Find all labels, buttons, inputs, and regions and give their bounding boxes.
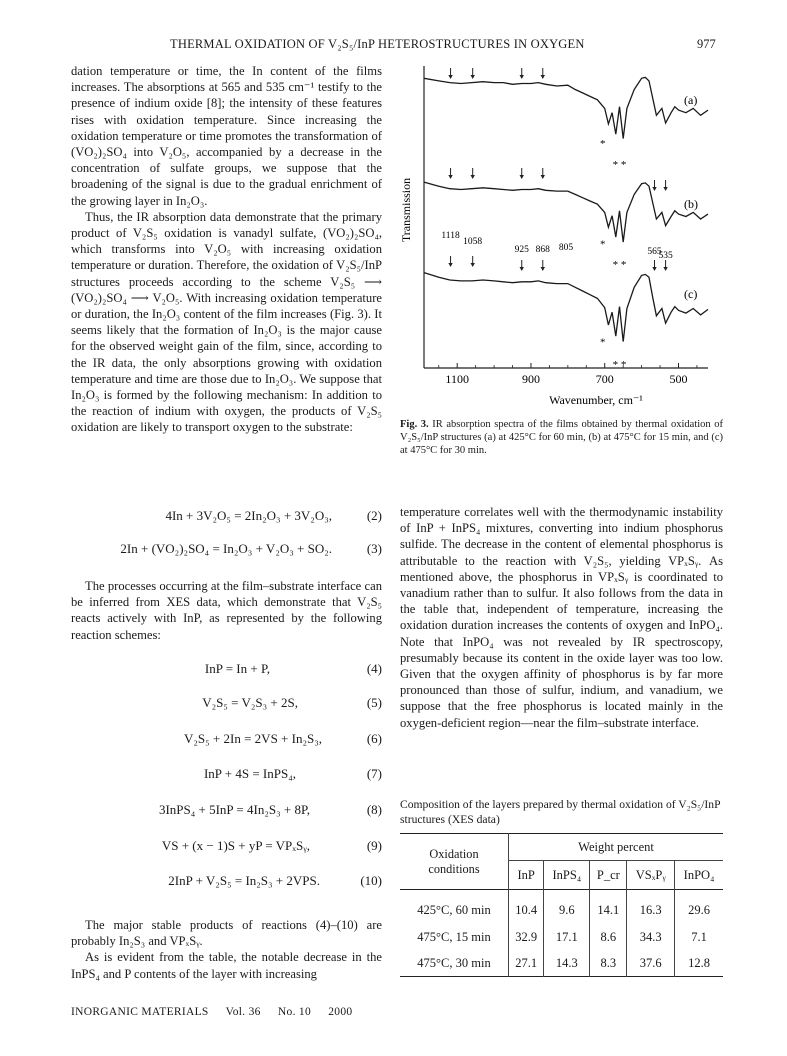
equation-2-number: (2) xyxy=(366,508,382,523)
left-paragraph-4: The major stable products of reactions (4)–(10) are probably In₂S₃ and VPₓSᵧ. xyxy=(71,918,382,949)
left-paragraph-3: The processes occurring at the film–substrate interface can be inferred from XES data, which demonstrate that V₂S₅ reacts actively with InP, as represented by the following reaction schemes: xyxy=(71,579,382,642)
equation-4-number: (4) xyxy=(366,661,382,676)
peak-label: 925 xyxy=(514,245,529,255)
table-row xyxy=(400,890,723,925)
left-column xyxy=(71,63,382,436)
peak-label: 535 xyxy=(658,251,673,261)
arrow-marker-a-head xyxy=(520,75,524,79)
equation-6-number: (6) xyxy=(366,731,382,746)
arrow-marker-c-head xyxy=(470,263,474,267)
x-tick-label: 900 xyxy=(521,372,540,386)
figure-3 xyxy=(400,60,723,410)
series-line-2 xyxy=(424,182,708,242)
table-cell: 32.9 xyxy=(509,924,544,950)
equation-5 xyxy=(71,695,382,713)
table-cell: 8.6 xyxy=(590,924,627,950)
equation-7 xyxy=(71,766,382,784)
equation-9-expr: VS + (x − 1)S + yP = VPₓSᵧ, xyxy=(161,838,310,853)
y-axis-label: Transmission xyxy=(400,177,413,243)
arrow-marker-b-head xyxy=(470,175,474,179)
equation-10 xyxy=(71,873,382,891)
x-tick-label: 500 xyxy=(669,372,688,386)
equation-10-number: (10) xyxy=(360,873,382,888)
equation-8-expr: 3InPS₄ + 5InP = 4In₂S₃ + 8P, xyxy=(158,802,310,817)
table-col-inpo4: InPO₄ xyxy=(675,861,723,890)
left-paragraph-5: As is evident from the table, the notable decrease in the InPS₄ and P contents of the layer with increasing xyxy=(71,950,382,981)
table-cell-condition: 475°C, 15 min xyxy=(417,929,491,944)
left-paragraph-4-5-block xyxy=(71,917,382,982)
equation-7-expr: InP + 4S = InPS₄, xyxy=(203,766,296,781)
equation-8 xyxy=(71,802,382,820)
table-col-inps4: InPS₄ xyxy=(544,861,590,890)
equation-3-expr: 2In + (VO₂)₂SO₄ = In₂O₃ + V₂O₃ + SO₂. xyxy=(120,541,332,556)
arrow-marker-c-head xyxy=(541,267,545,271)
arrow-marker-c-head xyxy=(448,263,452,267)
equation-4 xyxy=(71,661,382,679)
arrow-marker-a-head xyxy=(470,75,474,79)
asterisk-marker: * xyxy=(599,137,606,150)
equation-8-number: (8) xyxy=(366,802,382,817)
table-col-inp: InP xyxy=(509,861,544,890)
peak-label: 1058 xyxy=(463,237,483,247)
footer-volume: Vol. 36 xyxy=(225,1006,261,1018)
arrow-marker-b-head xyxy=(663,187,667,191)
table-cell: 8.3 xyxy=(590,950,627,977)
table-col-vsxpy: VSₓPᵧ xyxy=(627,861,675,890)
asterisk-marker: * xyxy=(599,238,606,251)
figure-caption-label: Fig. 3. xyxy=(400,419,429,430)
footer-year: 2000 xyxy=(328,1006,353,1018)
peak-label: 565 xyxy=(647,247,662,257)
peak-label: 805 xyxy=(558,243,574,253)
composition-table xyxy=(400,833,723,977)
footer xyxy=(71,1006,366,1018)
equation-9 xyxy=(71,838,382,856)
table-group-header: Weight percent xyxy=(509,834,724,861)
equation-4-expr: InP = In + P, xyxy=(204,661,270,676)
page-number: 977 xyxy=(697,37,716,51)
footer-journal: INORGANIC MATERIALS xyxy=(71,1006,209,1018)
table-row xyxy=(400,924,723,950)
figure-caption-text: IR absorption spectra of the films obtained by thermal oxidation of V₂S₅/InP structures (a) at 425°C for 60 min, (b) at 475°C for 15 min, and (c) at 475°C for 30 min. xyxy=(400,419,723,456)
arrow-marker-b-head xyxy=(520,175,524,179)
peak-label: 868 xyxy=(535,245,550,255)
equation-6-expr: V₂S₅ + 2In = 2VS + In₂S₃, xyxy=(184,731,322,746)
series-label: (c) xyxy=(684,287,698,301)
table-cell: 27.1 xyxy=(509,950,544,977)
table-cell: 17.1 xyxy=(544,924,590,950)
arrow-marker-a-head xyxy=(448,75,452,79)
arrow-marker-c-head xyxy=(652,267,656,271)
peak-label: 1118 xyxy=(441,231,460,241)
x-tick-label: 700 xyxy=(595,372,614,386)
x-tick-label: 1100 xyxy=(445,372,469,386)
equation-2 xyxy=(71,508,382,526)
equation-2-expr: 4In + 3V₂O₅ = 2In₂O₃ + 3V₂O₃, xyxy=(165,508,332,523)
equation-3 xyxy=(71,541,382,559)
table-cell: 16.3 xyxy=(627,890,675,925)
table-cell-condition: 425°C, 60 min xyxy=(417,902,491,917)
table-cell: 9.6 xyxy=(544,890,590,925)
asterisk-marker: * xyxy=(599,336,606,349)
table-cell: 34.3 xyxy=(627,924,675,950)
table-header-row-1 xyxy=(400,834,723,861)
table-cell: 37.6 xyxy=(627,950,675,977)
table-row xyxy=(400,950,723,977)
series-line-1 xyxy=(424,77,708,138)
table-cell: 12.8 xyxy=(675,950,723,977)
ir-spectra-chart xyxy=(400,60,723,410)
arrow-marker-c-head xyxy=(663,267,667,271)
asterisk-marker: * * xyxy=(612,259,627,271)
left-paragraph-1: dation temperature or time, the In content of the films increases. The absorptions at 565 and 535 cm⁻¹ testify to the presence of indium oxide [8]; the intensity of these features rises with oxidation temperature. Since increasing the oxidation temperature or time promotes the transformation of (VO₂)₂SO₄ into V₂O₅, accompanied by a decrease in the concentration of sulfate groups, we suppose that the broadening of the signal is due to the gradual enrichment of the growing layer in In₂O₃. xyxy=(71,64,382,208)
x-axis-label: Wavenumber, cm⁻¹ xyxy=(549,393,643,407)
equation-6 xyxy=(71,731,382,749)
footer-number: No. 10 xyxy=(277,1006,312,1018)
equation-5-number: (5) xyxy=(366,695,382,710)
table-cell: 14.1 xyxy=(590,890,627,925)
left-paragraph-2: Thus, the IR absorption data demonstrate that the primary product of V₂S₅ oxidation is vanadyl sulfate, (VO₂)₂SO₄, which transforms into V₂O₅ with increasing oxidation temperature or duration. Therefore, the oxidation of V₂S₅/InP structures proceeds according to the scheme V₂S₅ ⟶ (VO₂)₂SO₄ ⟶ V₂O₅. With increasing oxidation temperature or duration, the In₂O₃ content of the film increases (Fig. 3). It seems likely that the formation of In₂O₃ is the major cause for the observed weight gain of the film, since, according to the IR data, the only absorptions growing with oxidation temperature and time are those due to In₂O₃. We suppose that In₂O₃ is formed by the following mechanism: In addition to the reaction of indium with oxygen, the products of V₂S₅ oxidation are likely to transport oxygen to the substrate: xyxy=(71,209,382,435)
table-cell-condition: 475°C, 30 min xyxy=(417,955,491,970)
table-col-pcr: P_cr xyxy=(590,861,627,890)
arrow-marker-a-head xyxy=(541,75,545,79)
series-line-3 xyxy=(424,273,708,342)
table-cell: 7.1 xyxy=(675,924,723,950)
table-row-header: Oxidation conditions xyxy=(428,846,480,876)
equation-5-expr: V₂S₅ = V₂S₃ + 2S, xyxy=(202,695,298,710)
equation-3-number: (3) xyxy=(366,541,382,556)
left-paragraph-3-block xyxy=(71,578,382,643)
table-cell: 14.3 xyxy=(544,950,590,977)
asterisk-marker: * * xyxy=(612,359,627,371)
arrow-marker-c-head xyxy=(520,267,524,271)
arrow-marker-b-head xyxy=(652,187,656,191)
series-label: (b) xyxy=(684,197,698,211)
arrow-marker-b-head xyxy=(448,175,452,179)
arrow-marker-b-head xyxy=(541,175,545,179)
equation-10-expr: 2InP + V₂S₅ = In₂S₃ + 2VPS. xyxy=(168,873,320,888)
table-cell: 29.6 xyxy=(675,890,723,925)
table-caption: Composition of the layers prepared by thermal oxidation of V₂S₅/InP structures (XES data) xyxy=(400,798,721,826)
equation-9-number: (9) xyxy=(366,838,382,853)
running-head: THERMAL OXIDATION OF V₂S₅/InP HETEROSTRUCTURES IN OXYGEN xyxy=(170,37,585,51)
figure-caption xyxy=(400,418,723,457)
series-label: (a) xyxy=(684,93,698,107)
equation-7-number: (7) xyxy=(366,766,382,781)
right-paragraph-1: temperature correlates well with the thermodynamic instability of InP + InPS₄ mixtures, converting into indium phosphorus sulfide. The decrease in the content of elemental phosphorus is attributable to the reaction with V₂S₅, yielding VPₓSᵧ. As mentioned above, the phosphorus in VPₓSᵧ is coordinated to vanadium rather than to sulfur. It also follows from the data in the table that, independent of temperature, increasing the oxidation duration increases the contents of oxygen and InPO₄. Note that InPO₄ was not revealed by IR spectroscopy, presumably because its content in the oxide layer was too low. Given that the oxygen affinity of phosphorus is by far more pronounced than those of sulfur, indium, and vanadium, we suppose that the free phosphorus is located mainly in the oxygen-deficient region—near the film–substrate interface. xyxy=(400,505,723,730)
right-column xyxy=(400,504,723,731)
table-cell: 10.4 xyxy=(509,890,544,925)
asterisk-marker: * * xyxy=(612,159,627,171)
